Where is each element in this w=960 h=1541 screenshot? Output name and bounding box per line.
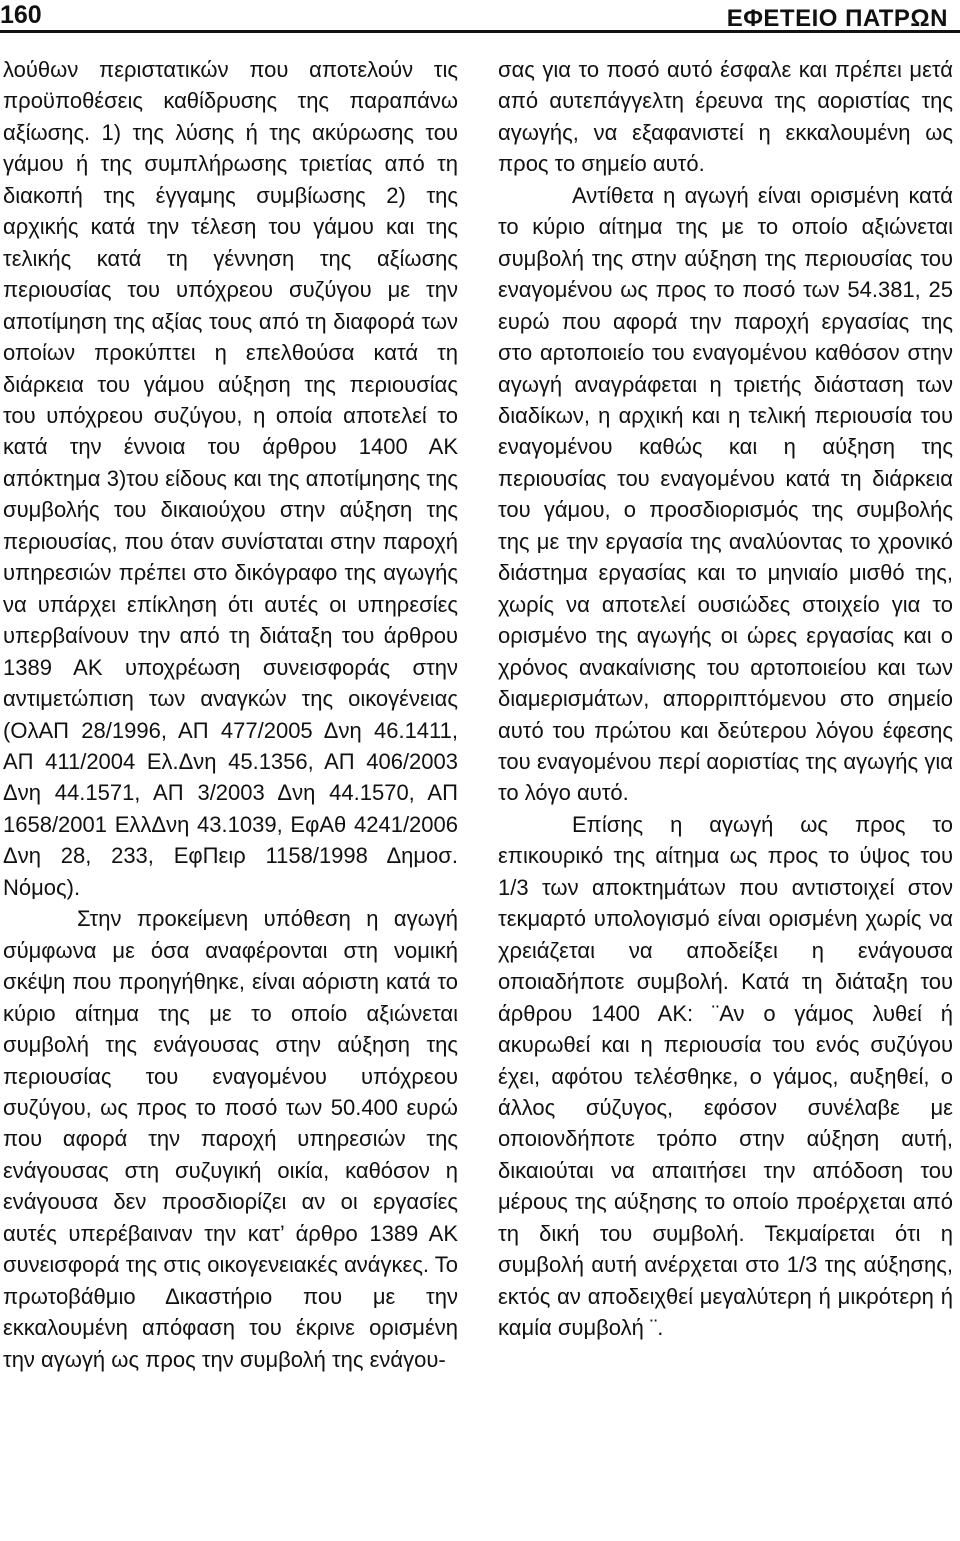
page-number: 160 <box>0 1 42 29</box>
right-paragraph-2: Αντίθετα η αγωγή είναι ορισμένη κατά το κύριο αίτημα της με το οποίο αξιώνεται συμβολή της στην αύξηση της περιουσίας του εναγομένου ως προς το ποσό των 54.381, 25 ευρώ που αφορά την παροχή εργασίας της στο αρτοποιείο του εναγομένου καθόσον στην αγωγή αναγράφεται η τριετής διάσταση των διαδίκων, η αρχική και η τελική περιουσία του εναγομένου καθώς και η αύξηση της περιουσίας του εναγομένου κατά τη διάρκεια του γάμου, ο προσδιορισμός της συμβολής της με την εργασία της αναλύοντας το χρονικό διάστημα εργασίας και το μηνιαίο μισθό της, χωρίς να αποτελεί ουσιώδες στοιχείο για το ορισμένο της αγωγής οι ώρες εργασίας και ο χρόνος ανακαίνισης του αρτοποιείου και των διαμερισμάτων, απορριπτόμενου στο σημείο αυτό του πρώτου και δεύτερου λόγου έφεσης του εναγομένου περί αοριστίας της αγωγής για το λόγο αυτό. <box>498 182 953 806</box>
right-paragraph-3: Επίσης η αγωγή ως προς το επικουρικό της αίτημα ως προς το ύψος του 1/3 των αποκτημάτων που αντιστοιχεί στον τεκμαρτό υπολογισμό είναι ορισμένη χωρίς να χρειάζεται να αποδείξει η ενάγουσα οποιαδήποτε συμβολή. Κατά τη διάταξη του άρθρου 1400 ΑΚ: ¨Αν ο γάμος λυθεί ή ακυρωθεί και η περιουσία του ενός συζύγου έχει, αφότου τελέσθηκε, ο γάμος, αυξηθεί, ο άλλος σύζυγος, εφόσον συνέλαβε με οποιονδήποτε τρόπο στην αύξηση αυτή, δικαιούται να απαιτήσει την απόδοση του μέρους της αύξησης το οποίο προέρχεται από τη δική του συμβολή. Τεκμαίρεται ότι η συμβολή αυτή ανέρχεται στο 1/3 της αύξησης, εκτός αν αποδειχθεί μεγαλύτερη ή μικρότερη ή καμία συμβολή ¨. <box>498 811 953 1341</box>
right-column <box>498 54 953 1344</box>
page-header <box>0 0 960 40</box>
running-head: ΕΦΕΤΕΙΟ ΠΑΤΡΩΝ <box>726 5 948 32</box>
left-paragraph-1: λούθων περιστατικών που αποτελούν τις προϋποθέσεις καθίδρυσης της παραπάνω αξίωσης. 1) της λύσης ή της ακύρωσης του γάμου ή της συμπλήρωσης τριετίας από τη διακοπή της έγγαμης συμβίωσης 2) της αρχικής κατά την τέλεση του γάμου και της τελικής κατά τη γέννηση της αξίωσης περιουσίας του υπόχρεου συζύγου με την αποτίμηση της αξίας τους από τη διαφορά των οποίων προκύπτει η επελθούσα κατά τη διάρκεια του γάμου αύξηση της περιουσίας του υπόχρεου συζύγου, η οποία αποτελεί το κατά την έννοια του άρθρου 1400 ΑΚ απόκτημα 3)του είδους και της αποτίμησης της συμβολής του δικαιούχου στην αύξηση της περιουσίας, που όταν συνίσταται στην παροχή υπηρεσιών πρέπει στο δικόγραφο της αγωγής να υπάρχει επίκληση ότι αυτές οι υπηρεσίες υπερβαίνουν την από τη διάταξη του άρθρου 1389 ΑΚ υποχρέωση συνεισφοράς στην αντιμετώπιση των αναγκών της οικογένειας (ΟλΑΠ 28/1996, ΑΠ 477/2005 Δνη 46.1411, ΑΠ 411/2004 Ελ.Δνη 45.1356, ΑΠ 406/2003 Δνη 44.1571, ΑΠ 3/2003 Δνη 44.1570, ΑΠ 1658/2001 ΕλλΔνη 43.1039, ΕφΑθ 4241/2006 Δνη 28, 233, ΕφΠειρ 1158/1998 Δημοσ. Νόμος). <box>3 57 458 900</box>
left-column <box>3 54 458 1375</box>
left-paragraph-2: Στην προκείμενη υπόθεση η αγωγή σύμφωνα με όσα αναφέρονται στη νομική σκέψη που προηγήθηκε, είναι αόριστη κατά το κύριο αίτημα της με το οποίο αξιώνεται συμβολή της ενάγουσας στην αύξηση της περιουσίας του εναγομένου υπόχρεου συζύγου, ως προς το ποσό των 50.400 ευρώ που αφορά την παροχή υπηρεσιών της ενάγουσας στη συζυγική οικία, καθόσον η ενάγουσα δεν προσδιορίζει αν οι εργασίες αυτές υπερέβαιναν την κατ’ άρθρο 1389 ΑΚ συνεισφορά της στις οικογενειακές ανάγκες. Το πρωτοβάθμιο Δικαστήριο που με την εκκαλουμένη απόφαση του έκρινε ορισμένη την αγωγή ως προς την συμβολή της ενάγου- <box>3 906 459 1372</box>
header-rule <box>0 30 960 33</box>
right-paragraph-1: σας για το ποσό αυτό έσφαλε και πρέπει μετά από αυτεπάγγελτη έρευνα της αοριστίας της αγωγής, να εξαφανιστεί η εκκαλουμένη ως προς το σημείο αυτό. <box>498 57 953 177</box>
